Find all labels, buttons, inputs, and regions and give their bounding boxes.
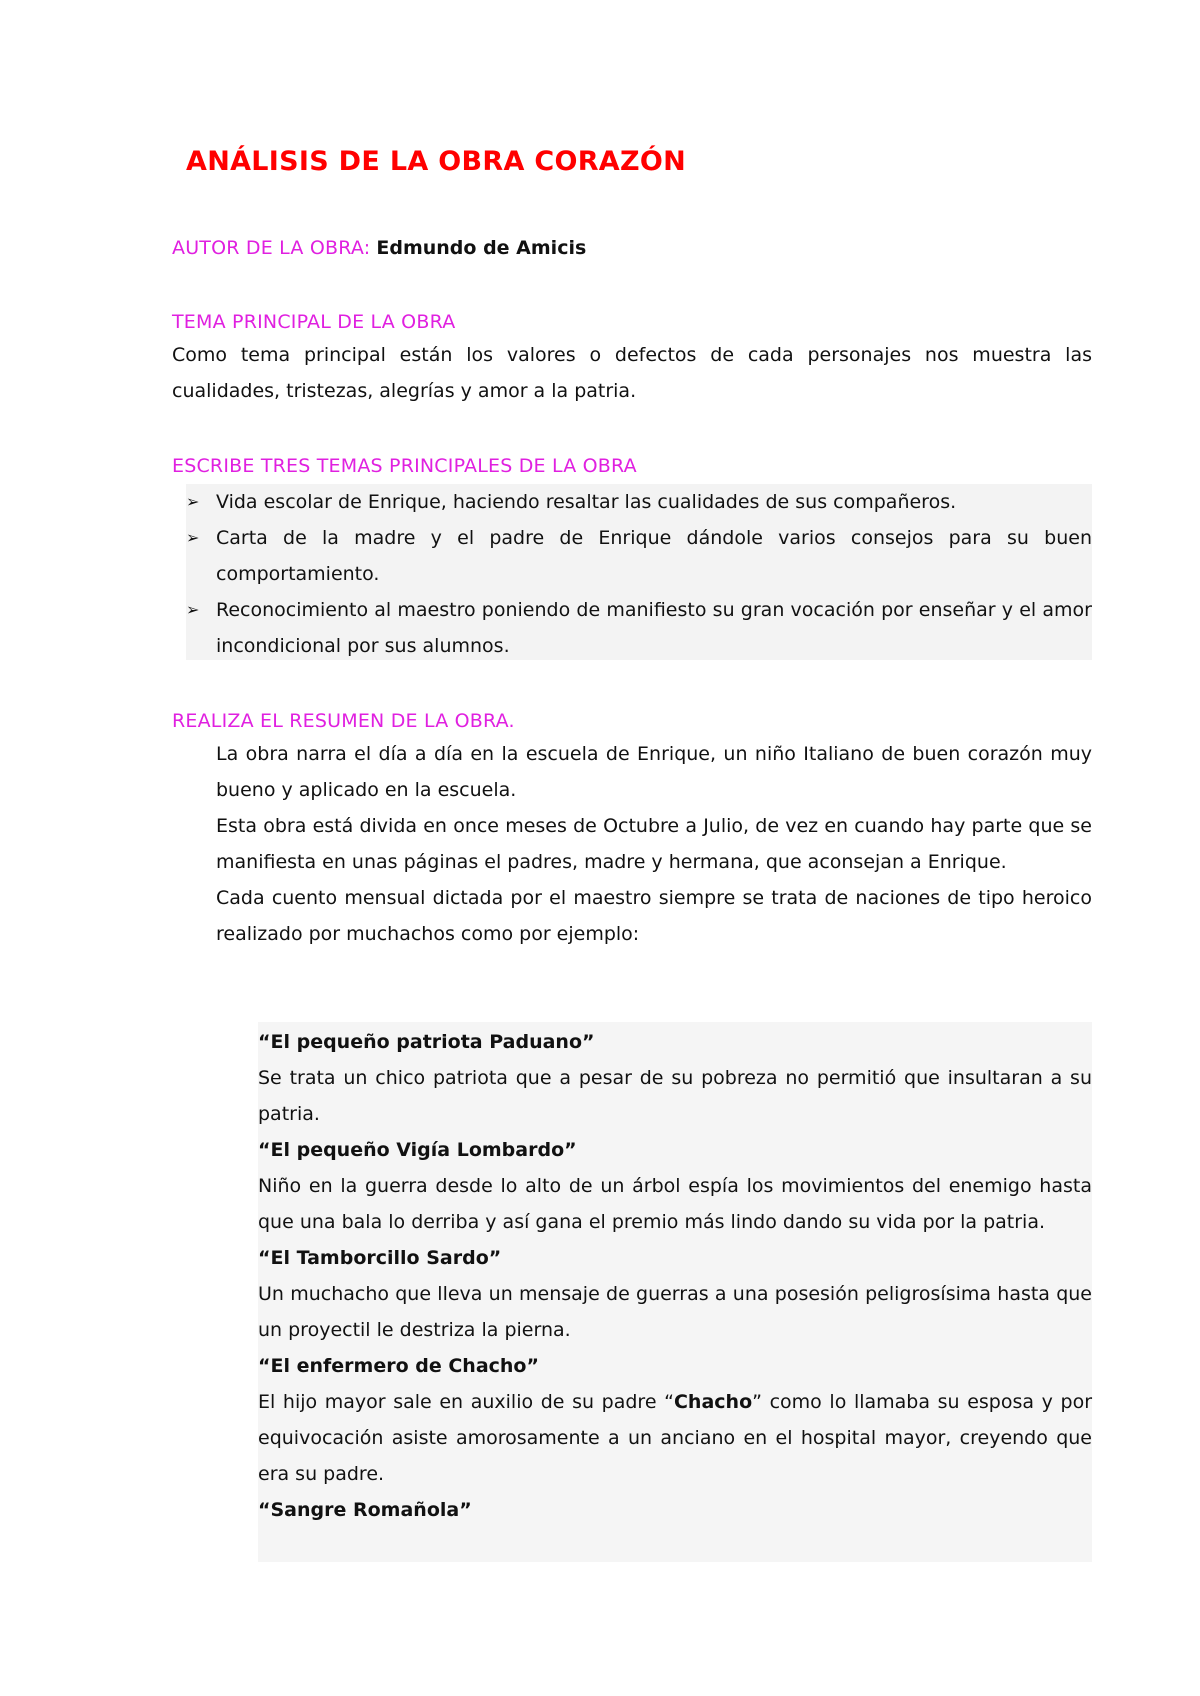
list-item <box>186 484 1092 520</box>
tema-principal-text: Como tema principal están los valores o defectos de cada personajes nos muestra las cualidades, tristezas, alegrías y amor a la patria. <box>172 344 1092 402</box>
story-title: “El pequeño patriota Paduano” <box>258 1031 595 1053</box>
story-title: “El pequeño Vigía Lombardo” <box>258 1139 577 1161</box>
story-text-part: El hijo mayor sale en auxilio de su padre “ <box>258 1391 674 1413</box>
list-item-text: Reconocimiento al maestro poniendo de manifiesto su gran vocación por enseñar y el amor incondicional por sus alumnos. <box>216 599 1092 657</box>
tema-principal-section <box>172 307 1092 409</box>
resumen-body <box>216 736 1092 952</box>
resumen-paragraph: La obra narra el día a día en la escuela de Enrique, un niño Italiano de buen corazón muy bueno y aplicado en la escuela. <box>216 743 1092 801</box>
arrow-bullet-icon: ➢ <box>186 492 200 511</box>
list-item-text: Carta de la madre y el padre de Enrique dándole varios consejos para su buen comportamiento. <box>216 527 1092 585</box>
tema-principal-heading: TEMA PRINCIPAL DE LA OBRA <box>172 311 456 333</box>
tres-temas-heading: ESCRIBE TRES TEMAS PRINCIPALES DE LA OBRA <box>172 455 637 477</box>
list-item <box>186 520 1092 592</box>
resumen-section <box>172 706 1092 736</box>
story-title: “Sangre Romañola” <box>258 1499 472 1521</box>
resumen-paragraph: Esta obra está divida en once meses de Octubre a Julio, de vez en cuando hay parte que se manifiesta en unas páginas el padres, madre y hermana, que aconsejan a Enrique. <box>216 815 1092 873</box>
story-text <box>258 1384 1092 1492</box>
tres-temas-section <box>172 451 1092 481</box>
author-label: AUTOR DE LA OBRA: <box>172 237 371 259</box>
story-text: Un muchacho que lleva un mensaje de guerras a una posesión peligrosísima hasta que un proyectil le destriza la pierna. <box>258 1283 1092 1341</box>
story-text-part: ” como lo llamaba su esposa y por equivocación asiste amorosamente a un anciano en el hospital mayor, creyendo que era su padre. <box>258 1391 1092 1485</box>
story-title: “El enfermero de Chacho” <box>258 1355 539 1377</box>
story-text: Se trata un chico patriota que a pesar de su pobreza no permitió que insultaran a su patria. <box>258 1067 1092 1125</box>
story-text-bold: Chacho <box>673 1391 753 1413</box>
story-title: “El Tamborcillo Sardo” <box>258 1247 502 1269</box>
arrow-bullet-icon: ➢ <box>186 600 200 619</box>
stories-list <box>258 1024 1092 1528</box>
story-text: Niño en la guerra desde lo alto de un árbol espía los movimientos del enemigo hasta que una bala lo derriba y así gana el premio más lindo dando su vida por la patria. <box>258 1175 1092 1233</box>
resumen-paragraph: Cada cuento mensual dictada por el maestro siempre se trata de naciones de tipo heroico realizado por muchachos como por ejemplo: <box>216 887 1092 945</box>
author-name: Edmundo de Amicis <box>376 237 587 259</box>
list-item-text: Vida escolar de Enrique, haciendo resaltar las cualidades de sus compañeros. <box>216 491 957 513</box>
list-item <box>186 592 1092 664</box>
resumen-heading: REALIZA EL RESUMEN DE LA OBRA. <box>172 710 515 732</box>
author-line <box>172 237 586 259</box>
arrow-bullet-icon: ➢ <box>186 528 200 547</box>
document-title: ANÁLISIS DE LA OBRA CORAZÓN <box>186 146 687 177</box>
temas-list <box>186 484 1092 664</box>
